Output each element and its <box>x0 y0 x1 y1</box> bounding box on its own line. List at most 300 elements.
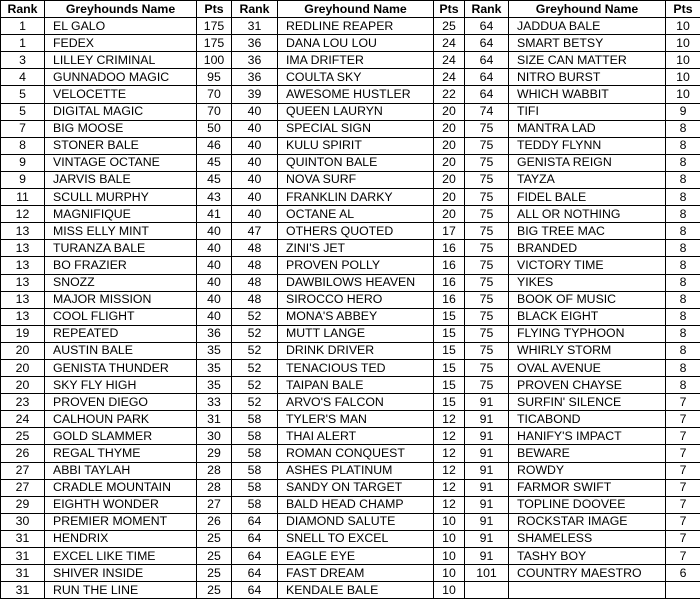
points-cell: 15 <box>434 342 465 359</box>
greyhound-name-cell: TYLER'S MAN <box>278 411 434 428</box>
table-row <box>1 69 700 86</box>
table-row <box>1 565 700 582</box>
rank-cell: 5 <box>1 103 45 120</box>
greyhound-name-cell: SIZE CAN MATTER <box>509 52 666 69</box>
table-row <box>1 52 700 69</box>
points-cell: 8 <box>666 154 700 171</box>
rank-cell: 29 <box>1 496 45 513</box>
greyhound-name-cell: OTHERS QUOTED <box>278 223 434 240</box>
points-cell: 10 <box>666 86 700 103</box>
greyhound-name-cell: ALL OR NOTHING <box>509 206 666 223</box>
greyhound-name-cell: CRADLE MOUNTAIN <box>45 479 197 496</box>
rank-cell: 58 <box>232 411 278 428</box>
points-cell: 8 <box>666 189 700 206</box>
points-cell: 24 <box>434 69 465 86</box>
points-cell: 20 <box>434 120 465 137</box>
greyhound-name-cell: BO FRAZIER <box>45 257 197 274</box>
rank-cell: 75 <box>465 291 509 308</box>
rank-cell: 31 <box>1 582 45 599</box>
rank-cell: 52 <box>232 308 278 325</box>
points-cell: 35 <box>197 342 232 359</box>
rank-cell: 3 <box>1 52 45 69</box>
points-cell: 27 <box>197 496 232 513</box>
rank-cell: 75 <box>465 308 509 325</box>
greyhound-name-cell: AWESOME HUSTLER <box>278 86 434 103</box>
greyhound-name-cell: QUEEN LAURYN <box>278 103 434 120</box>
greyhound-name-cell: PROVEN POLLY <box>278 257 434 274</box>
rank-cell: 31 <box>232 18 278 35</box>
points-cell: 40 <box>197 291 232 308</box>
greyhound-name-cell: OCTANE AL <box>278 206 434 223</box>
rank-cell: 9 <box>1 154 45 171</box>
table-row <box>1 171 700 188</box>
rank-cell: 36 <box>232 52 278 69</box>
greyhound-name-cell: ABBI TAYLAH <box>45 462 197 479</box>
points-cell: 15 <box>434 377 465 394</box>
points-cell: 12 <box>434 445 465 462</box>
greyhound-name-cell: SPECIAL SIGN <box>278 120 434 137</box>
rank-cell: 26 <box>1 445 45 462</box>
greyhound-name-cell: SIROCCO HERO <box>278 291 434 308</box>
table-row <box>1 394 700 411</box>
greyhound-name-cell: PROVEN DIEGO <box>45 394 197 411</box>
rank-cell: 40 <box>232 103 278 120</box>
points-cell: 20 <box>434 206 465 223</box>
points-cell: 8 <box>666 342 700 359</box>
rank-cell: 25 <box>1 428 45 445</box>
rank-cell: 75 <box>465 342 509 359</box>
greyhound-name-cell: REDLINE REAPER <box>278 18 434 35</box>
greyhound-name-cell: ROWDY <box>509 462 666 479</box>
rank-cell: 52 <box>232 359 278 376</box>
rank-header: Rank <box>1 1 45 18</box>
points-cell: 70 <box>197 103 232 120</box>
greyhound-name-cell: FARMOR SWIFT <box>509 479 666 496</box>
rank-cell: 75 <box>465 240 509 257</box>
rank-cell: 64 <box>465 35 509 52</box>
pts-header: Pts <box>434 1 465 18</box>
greyhound-name-cell: EL GALO <box>45 18 197 35</box>
rank-cell: 11 <box>1 189 45 206</box>
greyhound-name-cell: MANTRA LAD <box>509 120 666 137</box>
table-row <box>1 137 700 154</box>
points-cell: 20 <box>434 103 465 120</box>
greyhound-name-cell: TENACIOUS TED <box>278 359 434 376</box>
greyhound-name-cell: NITRO BURST <box>509 69 666 86</box>
points-cell: 10 <box>434 565 465 582</box>
points-cell: 17 <box>434 223 465 240</box>
greyhound-name-cell: SKY FLY HIGH <box>45 377 197 394</box>
table-row <box>1 445 700 462</box>
rank-cell: 13 <box>1 308 45 325</box>
rank-cell: 40 <box>232 171 278 188</box>
greyhound-name-cell: VINTAGE OCTANE <box>45 154 197 171</box>
greyhound-name-cell: EXCEL LIKE TIME <box>45 548 197 565</box>
rank-cell: 75 <box>465 189 509 206</box>
greyhound-name-cell: FRANKLIN DARKY <box>278 189 434 206</box>
greyhound-name-cell: HENDRIX <box>45 530 197 547</box>
rank-cell: 8 <box>1 137 45 154</box>
greyhound-name-cell: TAYZA <box>509 171 666 188</box>
greyhound-name-cell: KULU SPIRIT <box>278 137 434 154</box>
rank-cell: 52 <box>232 342 278 359</box>
points-cell: 28 <box>197 479 232 496</box>
points-cell: 8 <box>666 171 700 188</box>
points-cell: 24 <box>434 52 465 69</box>
table-body <box>1 18 700 599</box>
rank-cell: 75 <box>465 137 509 154</box>
greyhound-name-cell: REGAL THYME <box>45 445 197 462</box>
points-cell: 12 <box>434 479 465 496</box>
greyhound-name-cell: PREMIER MOMENT <box>45 513 197 530</box>
table-row <box>1 120 700 137</box>
greyhound-name-cell: SANDY ON TARGET <box>278 479 434 496</box>
rank-cell: 91 <box>465 462 509 479</box>
table-row <box>1 496 700 513</box>
points-cell: 40 <box>197 223 232 240</box>
rank-cell: 64 <box>465 86 509 103</box>
greyhound-name-cell: TEDDY FLYNN <box>509 137 666 154</box>
name-header: Greyhounds Name <box>45 1 197 18</box>
greyhound-name-cell: BIG MOOSE <box>45 120 197 137</box>
points-cell: 175 <box>197 35 232 52</box>
rank-cell: 91 <box>465 548 509 565</box>
points-cell: 40 <box>197 308 232 325</box>
rank-cell: 13 <box>1 274 45 291</box>
greyhound-name-cell: HANIFY'S IMPACT <box>509 428 666 445</box>
greyhound-name-cell: TICABOND <box>509 411 666 428</box>
rank-cell: 64 <box>232 530 278 547</box>
greyhound-name-cell: TURANZA BALE <box>45 240 197 257</box>
points-cell: 7 <box>666 513 700 530</box>
table-row <box>1 257 700 274</box>
greyhound-name-cell: BLACK EIGHT <box>509 308 666 325</box>
rank-cell: 23 <box>1 394 45 411</box>
points-cell: 8 <box>666 137 700 154</box>
rank-cell: 91 <box>465 394 509 411</box>
greyhound-name-cell: DANA LOU LOU <box>278 35 434 52</box>
rank-cell: 40 <box>232 189 278 206</box>
points-cell: 35 <box>197 359 232 376</box>
greyhound-name-cell: MONA'S ABBEY <box>278 308 434 325</box>
points-cell: 9 <box>666 103 700 120</box>
table-row <box>1 223 700 240</box>
greyhound-name-cell: STONER BALE <box>45 137 197 154</box>
rank-cell: 31 <box>1 530 45 547</box>
greyhound-name-cell: DAWBILOWS HEAVEN <box>278 274 434 291</box>
points-cell: 10 <box>434 513 465 530</box>
table-row <box>1 154 700 171</box>
greyhound-name-cell: SNOZZ <box>45 274 197 291</box>
rank-cell: 75 <box>465 274 509 291</box>
points-cell: 8 <box>666 206 700 223</box>
points-cell: 20 <box>434 171 465 188</box>
points-cell: 31 <box>197 411 232 428</box>
rank-cell: 64 <box>465 18 509 35</box>
rank-cell: 75 <box>465 120 509 137</box>
greyhound-name-cell: TOPLINE DOOVEE <box>509 496 666 513</box>
greyhound-name-cell: SHAMELESS <box>509 530 666 547</box>
rank-cell: 27 <box>1 479 45 496</box>
greyhound-name-cell: SMART BETSY <box>509 35 666 52</box>
points-cell: 8 <box>666 240 700 257</box>
table-row <box>1 103 700 120</box>
points-cell: 30 <box>197 428 232 445</box>
points-cell: 7 <box>666 411 700 428</box>
greyhound-name-cell: GENISTA REIGN <box>509 154 666 171</box>
header-row <box>1 1 700 18</box>
rank-cell: 4 <box>1 69 45 86</box>
rank-cell: 40 <box>232 120 278 137</box>
rank-cell: 48 <box>232 240 278 257</box>
greyhound-name-cell: TASHY BOY <box>509 548 666 565</box>
points-cell: 8 <box>666 291 700 308</box>
points-cell: 10 <box>666 18 700 35</box>
greyhound-name-cell: THAI ALERT <box>278 428 434 445</box>
rank-cell: 58 <box>232 479 278 496</box>
points-cell: 7 <box>666 462 700 479</box>
points-cell: 45 <box>197 171 232 188</box>
greyhound-name-cell: MUTT LANGE <box>278 325 434 342</box>
greyhound-name-cell: ZINI'S JET <box>278 240 434 257</box>
rank-cell: 75 <box>465 171 509 188</box>
greyhound-name-cell: EIGHTH WONDER <box>45 496 197 513</box>
table-row <box>1 411 700 428</box>
greyhound-name-cell: PROVEN CHAYSE <box>509 377 666 394</box>
greyhound-name-cell: DIGITAL MAGIC <box>45 103 197 120</box>
rank-cell: 20 <box>1 342 45 359</box>
rank-cell: 58 <box>232 445 278 462</box>
rank-cell: 20 <box>1 359 45 376</box>
table-row <box>1 274 700 291</box>
rank-cell: 75 <box>465 154 509 171</box>
points-cell: 7 <box>666 548 700 565</box>
rank-cell: 75 <box>465 257 509 274</box>
points-cell: 40 <box>197 274 232 291</box>
greyhound-name-cell: ROCKSTAR IMAGE <box>509 513 666 530</box>
points-cell: 7 <box>666 394 700 411</box>
rank-header: Rank <box>232 1 278 18</box>
greyhound-name-cell: FEDEX <box>45 35 197 52</box>
points-cell: 10 <box>434 548 465 565</box>
points-cell: 70 <box>197 86 232 103</box>
rank-cell: 5 <box>1 86 45 103</box>
points-cell: 95 <box>197 69 232 86</box>
greyhound-name-cell: KENDALE BALE <box>278 582 434 599</box>
greyhound-name-cell: FIDEL BALE <box>509 189 666 206</box>
rank-cell: 75 <box>465 377 509 394</box>
greyhound-name-cell: VELOCETTE <box>45 86 197 103</box>
points-cell: 10 <box>434 582 465 599</box>
rank-cell: 64 <box>232 513 278 530</box>
rank-cell: 30 <box>1 513 45 530</box>
table-row <box>1 240 700 257</box>
rank-cell: 64 <box>465 69 509 86</box>
table-row <box>1 86 700 103</box>
rank-cell: 36 <box>232 35 278 52</box>
greyhound-name-cell: ASHES PLATINUM <box>278 462 434 479</box>
greyhound-name-cell: MAGNIFIQUE <box>45 206 197 223</box>
rank-cell: 75 <box>465 359 509 376</box>
points-cell: 15 <box>434 394 465 411</box>
rank-cell: 48 <box>232 274 278 291</box>
greyhound-name-cell: ROMAN CONQUEST <box>278 445 434 462</box>
greyhound-name-cell: CALHOUN PARK <box>45 411 197 428</box>
greyhound-name-cell: JARVIS BALE <box>45 171 197 188</box>
table-row <box>1 548 700 565</box>
points-cell: 175 <box>197 18 232 35</box>
greyhound-name-cell: COOL FLIGHT <box>45 308 197 325</box>
table-row <box>1 530 700 547</box>
table-row <box>1 35 700 52</box>
points-cell: 10 <box>666 52 700 69</box>
points-cell: 28 <box>197 462 232 479</box>
greyhound-name-cell: IMA DRIFTER <box>278 52 434 69</box>
greyhound-name-cell: JADDUA BALE <box>509 18 666 35</box>
rank-cell: 24 <box>1 411 45 428</box>
points-cell: 8 <box>666 308 700 325</box>
rank-cell: 91 <box>465 445 509 462</box>
greyhound-name-cell: TAIPAN BALE <box>278 377 434 394</box>
points-cell: 12 <box>434 411 465 428</box>
greyhound-name-cell: RUN THE LINE <box>45 582 197 599</box>
greyhound-name-cell: BALD HEAD CHAMP <box>278 496 434 513</box>
points-cell: 20 <box>434 137 465 154</box>
points-cell: 41 <box>197 206 232 223</box>
greyhound-name-cell: SCULL MURPHY <box>45 189 197 206</box>
greyhound-name-cell: SURFIN' SILENCE <box>509 394 666 411</box>
rank-cell: 1 <box>1 18 45 35</box>
points-cell: 8 <box>666 274 700 291</box>
table-row <box>1 428 700 445</box>
name-header: Greyhound Name <box>509 1 666 18</box>
greyhound-name-cell: YIKES <box>509 274 666 291</box>
points-cell: 20 <box>434 189 465 206</box>
rank-cell: 64 <box>232 548 278 565</box>
points-cell: 7 <box>666 530 700 547</box>
name-header: Greyhound Name <box>278 1 434 18</box>
rank-cell <box>465 582 509 599</box>
greyhound-name-cell: BOOK OF MUSIC <box>509 291 666 308</box>
rank-cell: 19 <box>1 325 45 342</box>
rank-cell: 12 <box>1 206 45 223</box>
points-cell: 7 <box>666 496 700 513</box>
greyhound-name-cell: LILLEY CRIMINAL <box>45 52 197 69</box>
rank-cell: 75 <box>465 223 509 240</box>
points-cell: 100 <box>197 52 232 69</box>
points-cell: 8 <box>666 257 700 274</box>
rank-cell: 36 <box>232 69 278 86</box>
points-cell: 10 <box>434 530 465 547</box>
table-row <box>1 291 700 308</box>
rank-cell: 7 <box>1 120 45 137</box>
points-cell: 25 <box>434 18 465 35</box>
rank-cell: 13 <box>1 240 45 257</box>
greyhound-name-cell: FLYING TYPHOON <box>509 325 666 342</box>
greyhound-name-cell: BRANDED <box>509 240 666 257</box>
greyhound-name-cell: QUINTON BALE <box>278 154 434 171</box>
rank-cell: 91 <box>465 411 509 428</box>
rank-cell: 75 <box>465 206 509 223</box>
points-cell: 7 <box>666 428 700 445</box>
table-row <box>1 479 700 496</box>
table-row <box>1 582 700 599</box>
table-row <box>1 342 700 359</box>
points-cell: 8 <box>666 223 700 240</box>
rank-cell: 91 <box>465 428 509 445</box>
rank-cell: 91 <box>465 479 509 496</box>
rank-cell: 58 <box>232 462 278 479</box>
greyhound-name-cell: BEWARE <box>509 445 666 462</box>
greyhound-name-cell: TIFI <box>509 103 666 120</box>
rank-cell: 48 <box>232 291 278 308</box>
greyhound-name-cell: GOLD SLAMMER <box>45 428 197 445</box>
points-cell: 15 <box>434 308 465 325</box>
points-cell: 40 <box>197 257 232 274</box>
points-cell: 8 <box>666 359 700 376</box>
pts-header: Pts <box>666 1 700 18</box>
greyhound-name-cell: WHIRLY STORM <box>509 342 666 359</box>
greyhound-name-cell: BIG TREE MAC <box>509 223 666 240</box>
rank-cell: 13 <box>1 223 45 240</box>
rank-cell: 64 <box>465 52 509 69</box>
rank-cell: 9 <box>1 171 45 188</box>
table-row <box>1 308 700 325</box>
rank-cell: 52 <box>232 394 278 411</box>
points-cell: 16 <box>434 240 465 257</box>
rank-cell: 64 <box>232 565 278 582</box>
points-cell: 35 <box>197 377 232 394</box>
rank-cell: 52 <box>232 325 278 342</box>
rank-cell: 31 <box>1 565 45 582</box>
points-cell: 15 <box>434 359 465 376</box>
greyhound-name-cell: SNELL TO EXCEL <box>278 530 434 547</box>
rank-cell: 27 <box>1 462 45 479</box>
greyhound-name-cell: AUSTIN BALE <box>45 342 197 359</box>
points-cell: 16 <box>434 291 465 308</box>
pts-header: Pts <box>197 1 232 18</box>
rank-cell: 74 <box>465 103 509 120</box>
points-cell: 8 <box>666 120 700 137</box>
points-cell: 15 <box>434 325 465 342</box>
greyhound-name-cell: GENISTA THUNDER <box>45 359 197 376</box>
points-cell: 45 <box>197 154 232 171</box>
greyhound-name-cell: MISS ELLY MINT <box>45 223 197 240</box>
points-cell: 16 <box>434 257 465 274</box>
table-row <box>1 189 700 206</box>
points-cell: 29 <box>197 445 232 462</box>
greyhound-name-cell: VICTORY TIME <box>509 257 666 274</box>
points-cell: 25 <box>197 530 232 547</box>
greyhound-name-cell: REPEATED <box>45 325 197 342</box>
points-cell: 25 <box>197 548 232 565</box>
rank-cell: 13 <box>1 291 45 308</box>
points-cell: 36 <box>197 325 232 342</box>
rank-cell: 64 <box>232 582 278 599</box>
points-cell: 22 <box>434 86 465 103</box>
rank-cell: 101 <box>465 565 509 582</box>
rank-cell: 58 <box>232 496 278 513</box>
rank-cell: 39 <box>232 86 278 103</box>
greyhound-name-cell: DIAMOND SALUTE <box>278 513 434 530</box>
points-cell: 10 <box>666 69 700 86</box>
points-cell: 16 <box>434 274 465 291</box>
greyhound-name-cell: ARVO'S FALCON <box>278 394 434 411</box>
points-cell <box>666 582 700 599</box>
table-row <box>1 325 700 342</box>
greyhound-name-cell: WHICH WABBIT <box>509 86 666 103</box>
rank-cell: 91 <box>465 496 509 513</box>
